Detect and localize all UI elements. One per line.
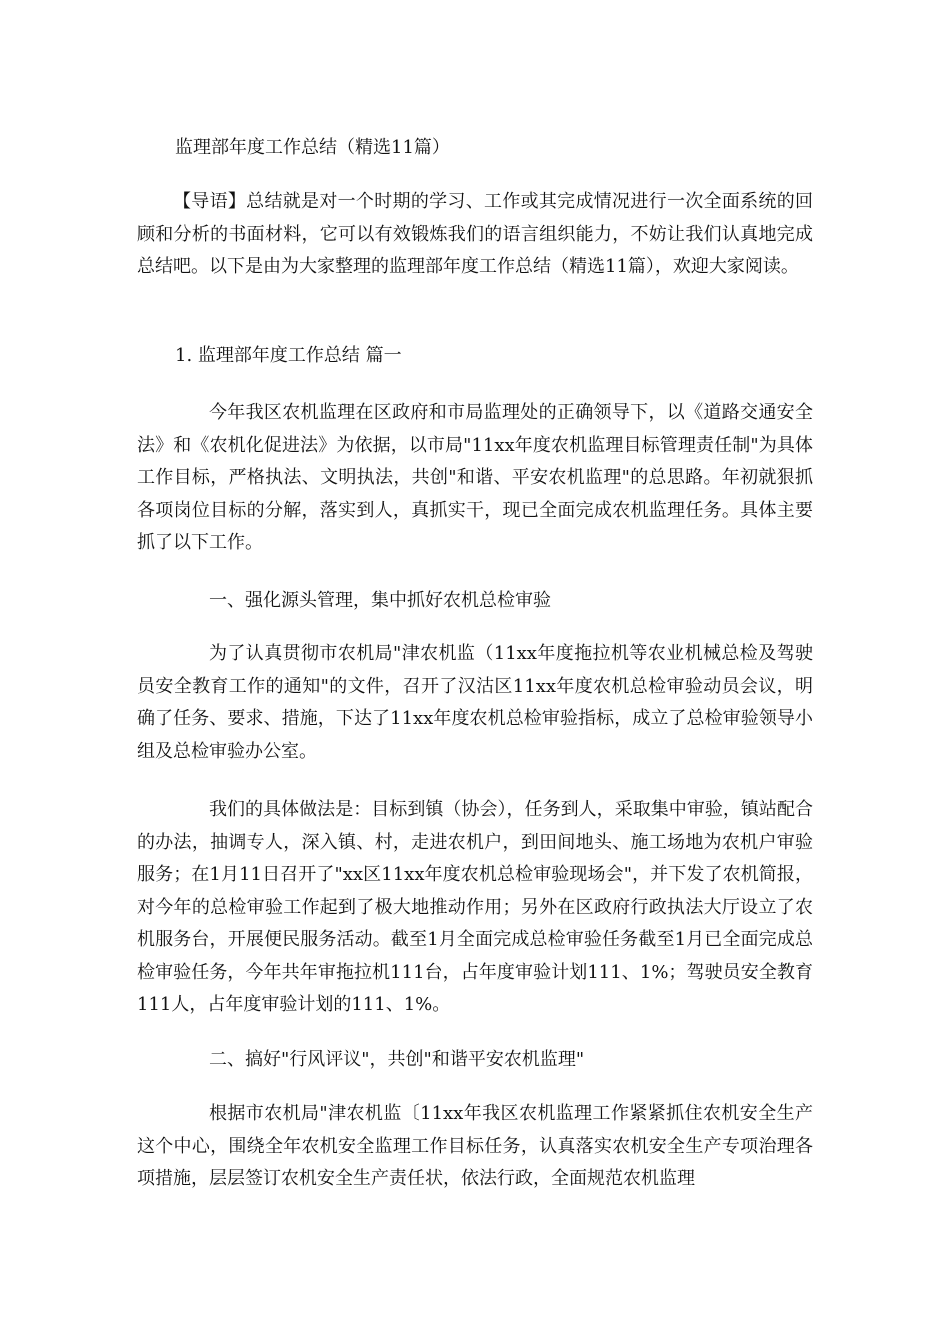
body-paragraph-1: 今年我区农机监理在区政府和市局监理处的正确领导下，以《道路交通安全法》和《农机化促进法》为依据，以市局"11xx年度农机监理目标管理责任制"为具体工作目标，严格执法、文明执法，共创"和谐、平安农机监理"的总思路。年初就狠抓各项岗位目标的分解，落实到人，真抓实干，现已全面完成农机监理任务。具体主要抓了以下工作。 [137,402,813,553]
section-heading-1: 1. 监理部年度工作总结 篇一 [175,345,402,366]
subheading-strengthen-source: 一、强化源头管理，集中抓好农机总检审验 [209,590,551,611]
body-paragraph-3: 我们的具体做法是：目标到镇（协会），任务到人，采取集中审验，镇站配合的办法，抽调专人，深入镇、村，走进农机户，到田间地头、施工场地为农机户审验服务；在1月11日召开了"xx区11xx年度农机总检审验现场会"，并下发了农机简报，对今年的总检审验工作起到了极大地推动作用；另外在区政府行政执法大厅设立了农机服务台，开展便民服务活动。截至1月全面完成总检审验任务截至1月已全面完成总检审验任务，今年共年审拖拉机111台，占年度审验计划111、1%；驾驶员安全教育111人，占年度审验计划的111、1%。 [137,799,813,1015]
body-paragraph-4: 根据市农机局"津农机监〔11xx年我区农机监理工作紧紧抓住农机安全生产这个中心，围绕全年农机安全监理工作目标任务，认真落实农机安全生产专项治理各项措施，层层签订农机安全生产责任状，依法行政，全面规范农机监理 [137,1103,813,1189]
subheading-industry-review: 二、搞好"行风评议"，共创"和谐平安农机监理" [209,1049,585,1070]
intro-paragraph: 【导语】总结就是对一个时期的学习、工作或其完成情况进行一次全面系统的回顾和分析的书面材料，它可以有效锻炼我们的语言组织能力，不妨让我们认真地完成总结吧。以下是由为大家整理的监理部年度工作总结（精选11篇），欢迎大家阅读。 [137,191,813,277]
body-paragraph-2: 为了认真贯彻市农机局"津农机监（11xx年度拖拉机等农业机械总检及驾驶员安全教育工作的通知"的文件，召开了汉沽区11xx年度农机总检审验动员会议，明确了任务、要求、措施，下达了11xx年度农机总检审验指标，成立了总检审验领导小组及总检审验办公室。 [137,643,813,762]
document-title: 监理部年度工作总结（精选11篇） [175,137,450,158]
